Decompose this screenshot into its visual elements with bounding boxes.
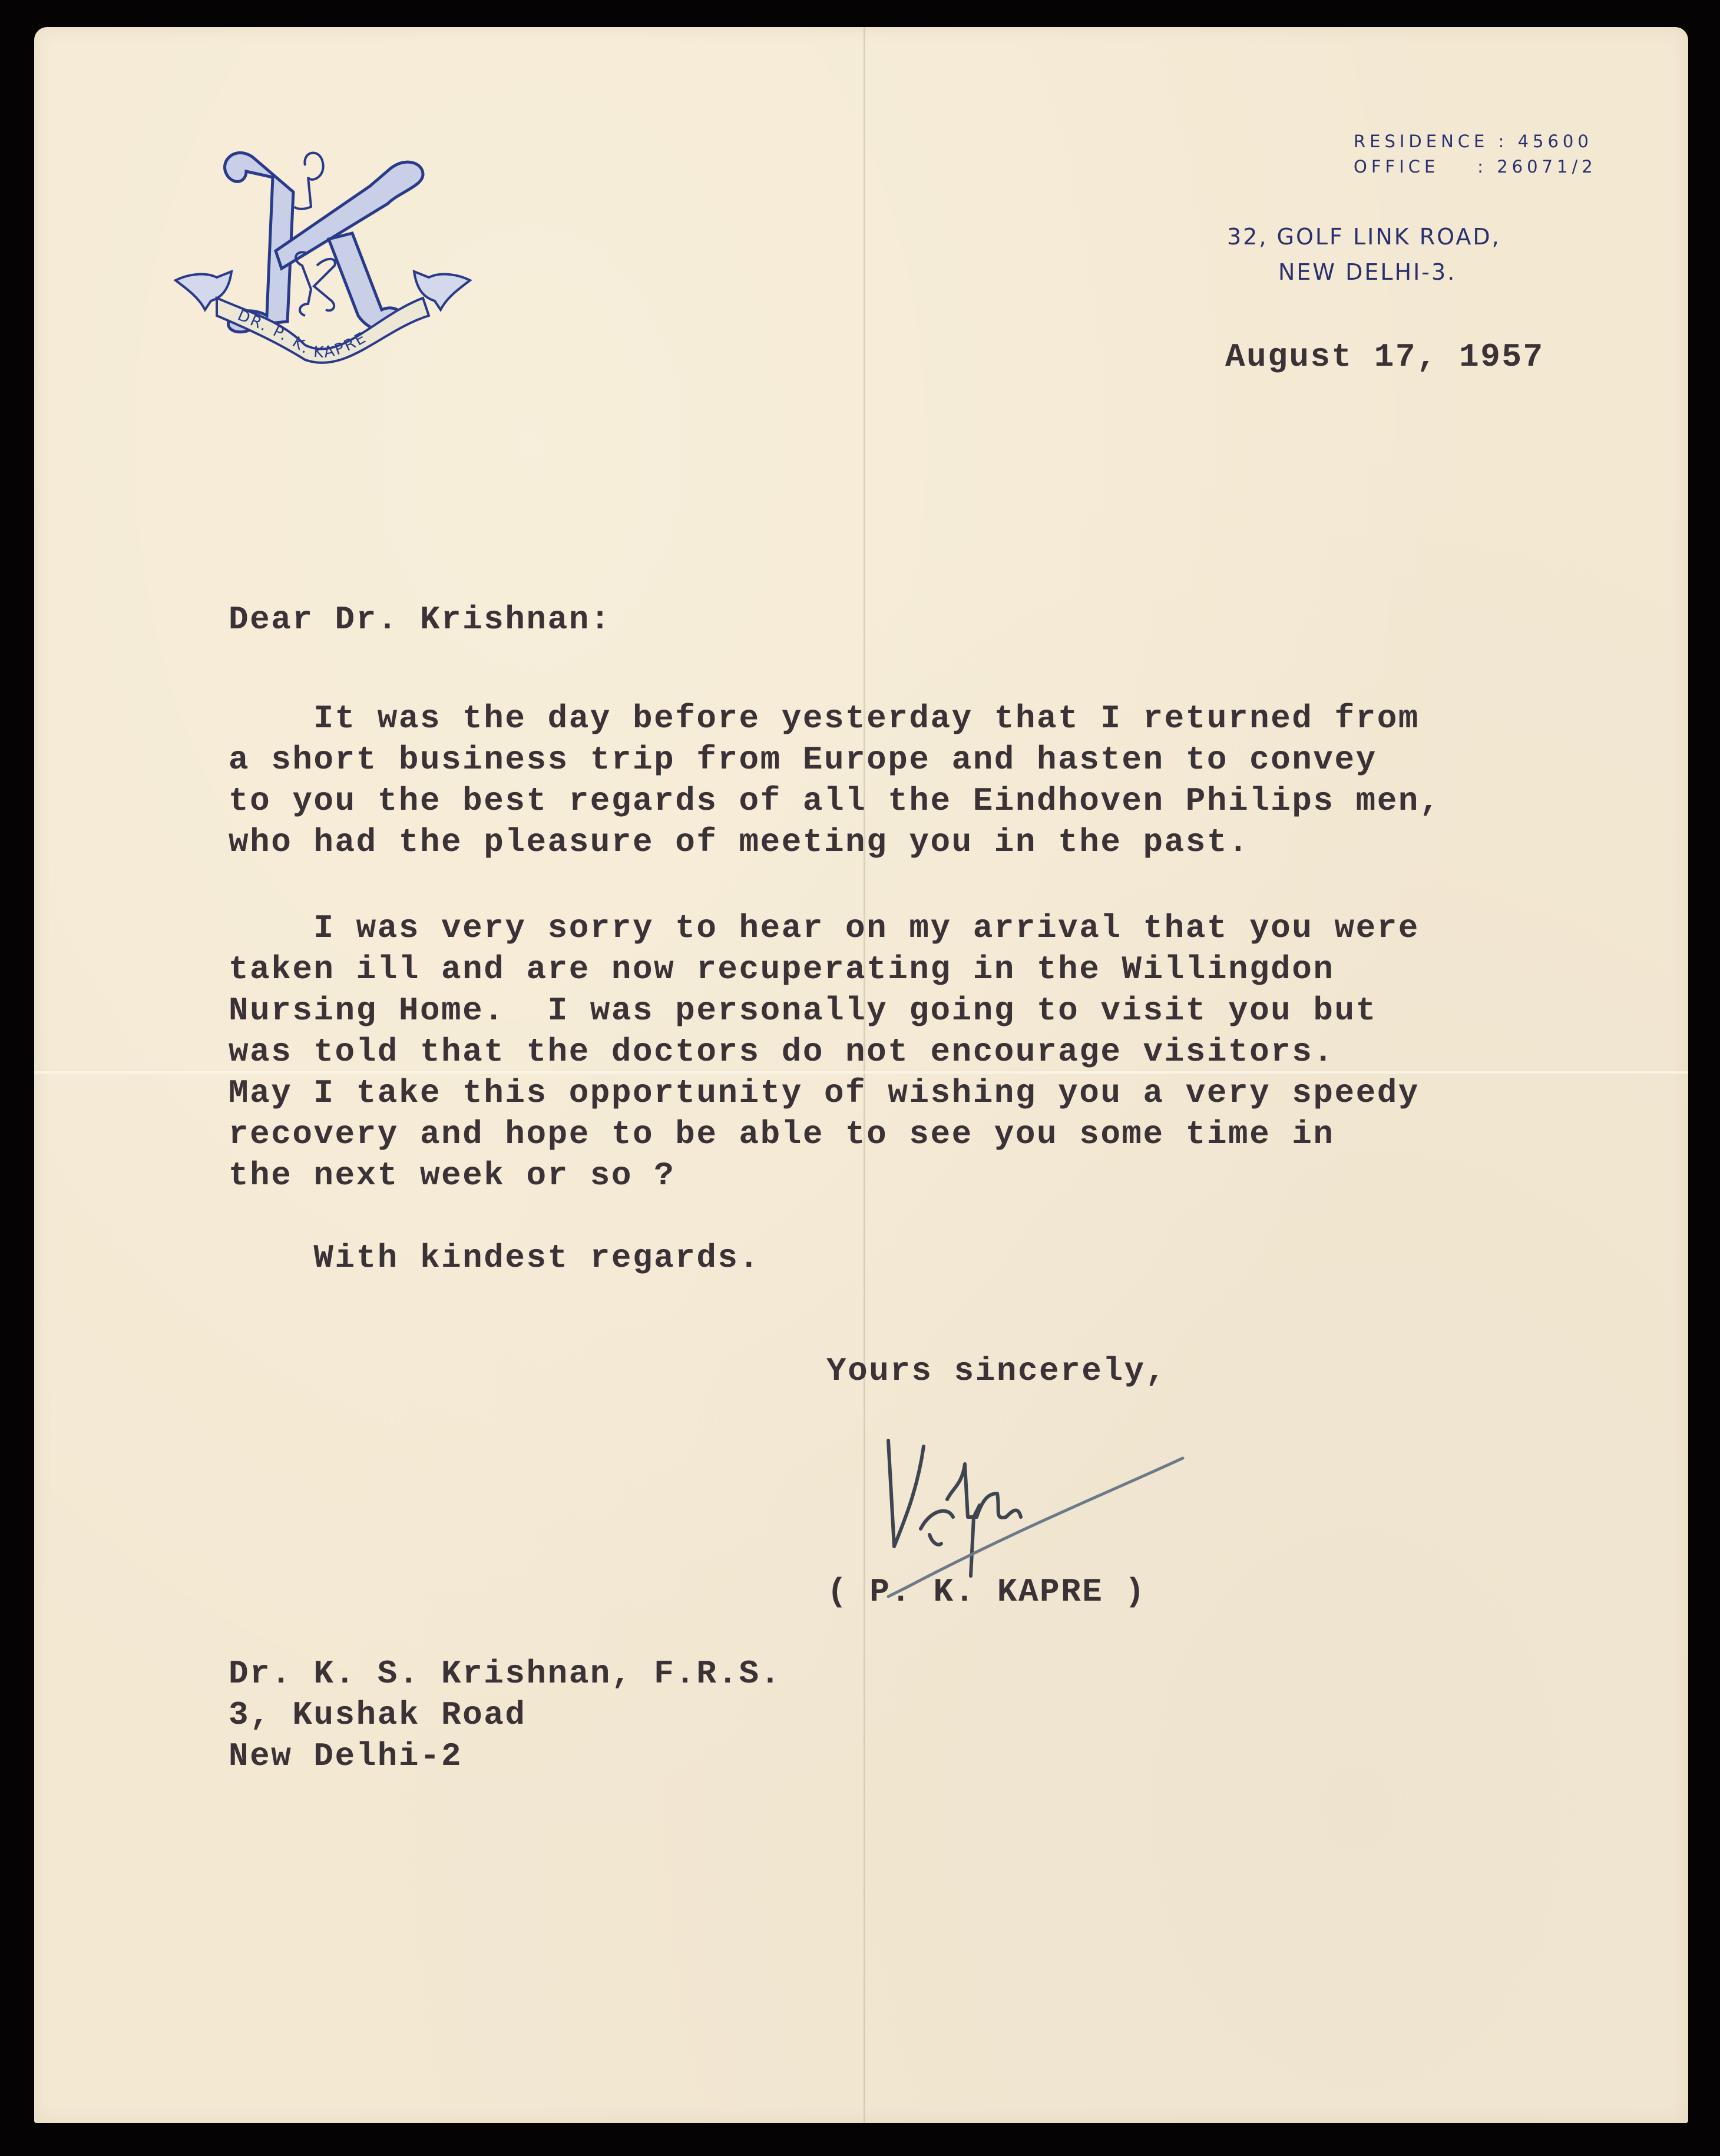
residence-label: RESIDENCE (1354, 131, 1489, 151)
monogram-p (295, 153, 323, 209)
salutation: Dear Dr. Krishnan: (229, 601, 611, 638)
paragraph-2-line: Nursing Home. I was personally going to visit you but (229, 992, 1377, 1029)
horizontal-fold-crease (34, 1071, 1688, 1074)
monogram-small-k (296, 252, 335, 316)
paragraph-1-line: a short business trip from Europe and hasten to convey (229, 741, 1377, 779)
paragraph-1-line: It was the day before yesterday that I returned from (229, 700, 1420, 737)
sender-address-line1: 32, GOLF LINK ROAD, (1227, 224, 1501, 250)
complimentary-close: Yours sincerely, (826, 1352, 1167, 1390)
paragraph-2-line: taken ill and are now recuperating in the Willingdon (229, 951, 1335, 988)
paragraph-2-line: I was very sorry to hear on my arrival that you were (229, 909, 1420, 947)
closing-line: With kindest regards. (229, 1239, 760, 1277)
letter-paper (34, 27, 1688, 2123)
office-phone: OFFICE : 26071/2 (1354, 157, 1597, 177)
recipient-name: Dr. K. S. Krishnan, F.R.S. (229, 1655, 782, 1693)
recipient-street: 3, Kushak Road (229, 1696, 527, 1734)
paragraph-2-line: the next week or so ? (229, 1157, 676, 1194)
residence-phone: RESIDENCE : 45600 (1354, 131, 1593, 151)
handwritten-signature (871, 1429, 1430, 1676)
paragraph-2-line: May I take this opportunity of wishing you a very speedy (229, 1074, 1420, 1112)
paragraph-1-line: who had the pleasure of meeting you in the past. (229, 823, 1250, 861)
recipient-city: New Delhi-2 (229, 1737, 463, 1775)
ribbon-name-text: DR. P. K. KAPRE (234, 306, 371, 362)
letter-date: August 17, 1957 (1225, 338, 1544, 376)
paragraph-2-line: recovery and hope to be able to see you some time in (229, 1115, 1335, 1153)
sender-address-line2: NEW DELHI-3. (1278, 259, 1457, 285)
residence-number: 45600 (1517, 131, 1593, 151)
office-number: 26071/2 (1497, 157, 1597, 177)
monogram-logo (164, 121, 482, 369)
paragraph-1-line: to you the best regards of all the Eindhoven Philips men, (229, 782, 1441, 820)
office-label: OFFICE (1354, 157, 1440, 177)
signatory-name: ( P. K. KAPRE ) (827, 1573, 1146, 1611)
paragraph-2-line: was told that the doctors do not encourage visitors. (229, 1033, 1335, 1071)
